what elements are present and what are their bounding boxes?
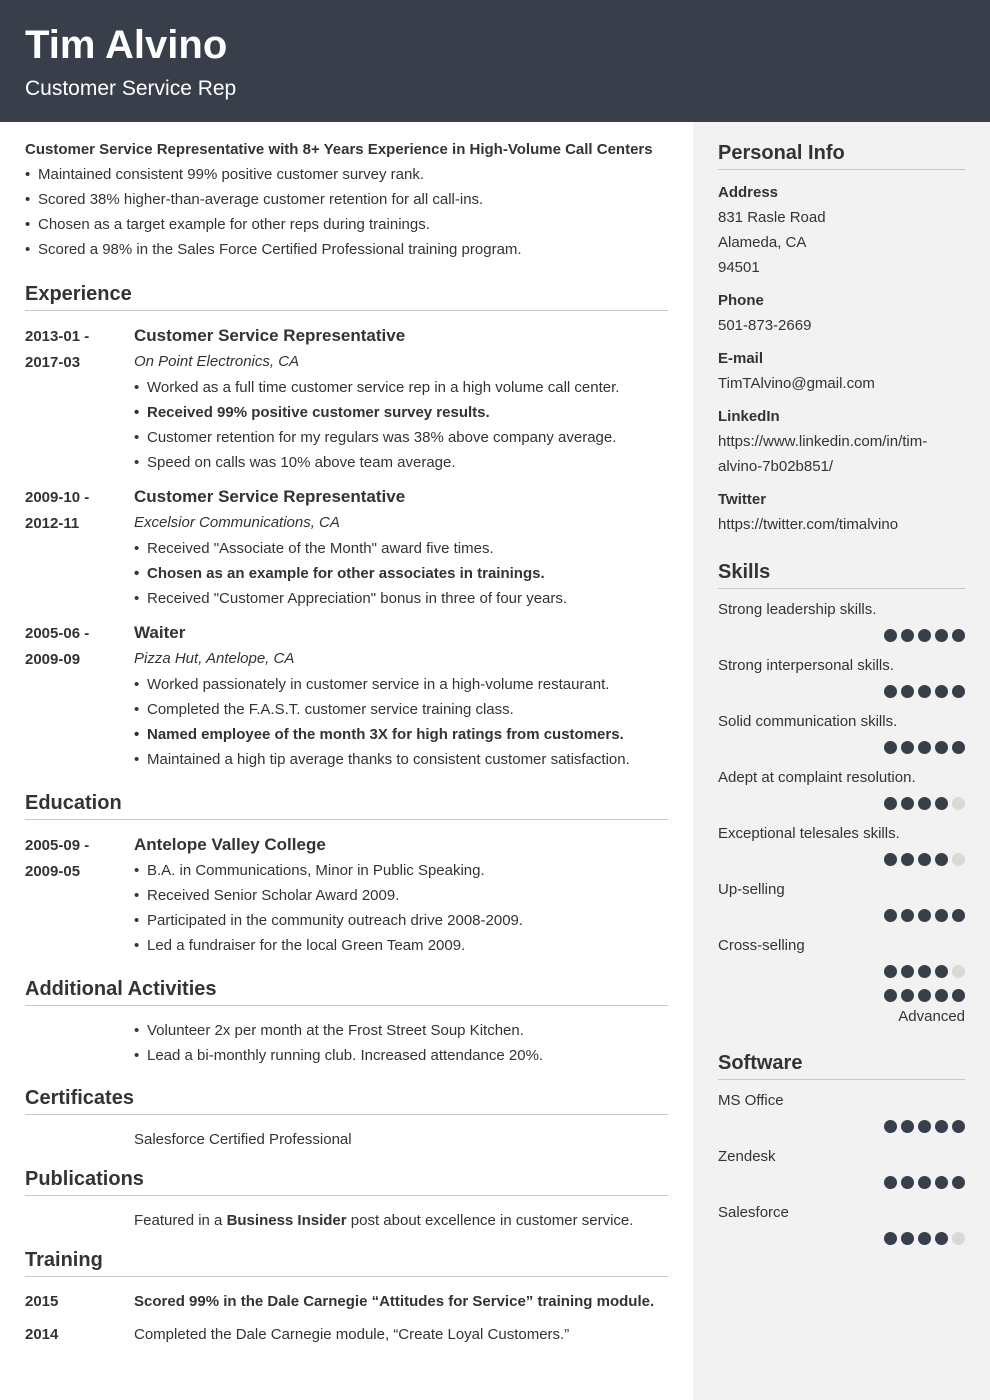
rating-dot-filled — [918, 1176, 931, 1189]
rating-dots — [718, 965, 965, 978]
rating-dot-empty — [952, 853, 965, 866]
rating-dot-filled — [918, 853, 931, 866]
list-item: • Maintained consistent 99% positive customer survey rank. — [25, 162, 668, 187]
twitter-label: Twitter — [718, 491, 767, 508]
rating-dot-filled — [935, 965, 948, 978]
job-company: Pizza Hut, Antelope, CA — [134, 650, 295, 667]
date-end: 2009-09 — [25, 651, 81, 668]
software-section — [718, 1050, 965, 1245]
skill-item — [718, 767, 965, 810]
experience-entry — [25, 484, 668, 611]
list-item: • Worked as a full time customer service rep in a high volume call center. — [134, 375, 668, 400]
skill-item — [718, 711, 965, 754]
training-year: 2014 — [25, 1326, 59, 1343]
address-line: Alameda, CA — [718, 234, 807, 251]
software-list — [718, 1090, 965, 1245]
rating-dot-filled — [918, 629, 931, 642]
rating-dot-filled — [952, 1120, 965, 1133]
linkedin-value — [718, 429, 965, 479]
publications-section — [25, 1166, 668, 1233]
rating-dots — [718, 853, 965, 866]
list-item: • Participated in the community outreach drive 2008-2009. — [134, 908, 668, 933]
list-item: • Led a fundraiser for the local Green Team 2009. — [134, 933, 668, 958]
education-entry — [25, 832, 668, 958]
certificates-title: Certificates — [25, 1085, 668, 1115]
skill-name: MS Office — [718, 1092, 784, 1109]
skill-name: Zendesk — [718, 1148, 776, 1165]
email-value: TimTAlvino@gmail.com — [718, 375, 875, 392]
job-bullets — [134, 375, 668, 475]
rating-dot-filled — [935, 989, 948, 1002]
entry-body — [134, 1018, 668, 1068]
skill-name: Up-selling — [718, 881, 785, 898]
entry-body — [134, 484, 668, 611]
skill-item — [718, 655, 965, 698]
job-role: Waiter — [134, 623, 186, 642]
rating-dots — [718, 909, 965, 922]
rating-dots — [718, 685, 965, 698]
publication-outlet: Business Insider — [226, 1212, 347, 1229]
level-caption: Advanced — [898, 1008, 965, 1025]
rating-dot-filled — [918, 989, 931, 1002]
rating-dot-filled — [935, 1120, 948, 1133]
rating-dot-filled — [935, 1232, 948, 1245]
list-item: • Worked passionately in customer service in a high-volume restaurant. — [134, 672, 668, 697]
skill-name: Salesforce — [718, 1204, 789, 1221]
rating-dot-filled — [884, 853, 897, 866]
personal-info-section — [718, 140, 965, 537]
job-role: Customer Service Representative — [134, 326, 406, 345]
rating-dot-filled — [884, 741, 897, 754]
rating-dot-filled — [884, 797, 897, 810]
rating-dot-filled — [901, 909, 914, 922]
rating-dot-filled — [918, 797, 931, 810]
skill-item — [718, 935, 965, 978]
job-bullets — [134, 536, 668, 611]
rating-dots — [718, 1232, 965, 1245]
certificate-item: Salesforce Certified Professional — [134, 1131, 352, 1148]
skill-level-legend — [718, 989, 965, 1028]
rating-dot-filled — [901, 741, 914, 754]
rating-dots — [718, 989, 965, 1002]
rating-dot-filled — [901, 1120, 914, 1133]
training-row — [25, 1322, 668, 1347]
list-item: • Received "Customer Appreciation" bonus in three of four years. — [134, 586, 668, 611]
training-text: Completed the Dale Carnegie module, “Create Loyal Customers.” — [134, 1326, 570, 1343]
rating-dot-filled — [952, 1176, 965, 1189]
personal-info-title: Personal Info — [718, 140, 965, 170]
list-item: • Named employee of the month 3X for high ratings from customers. — [134, 722, 668, 747]
list-item: • Lead a bi-monthly running club. Increased attendance 20%. — [134, 1043, 668, 1068]
rating-dot-filled — [901, 1232, 914, 1245]
skill-item — [718, 823, 965, 866]
rating-dot-filled — [901, 797, 914, 810]
rating-dots — [718, 1120, 965, 1133]
activities-entry — [25, 1018, 668, 1068]
rating-dot-filled — [918, 1120, 931, 1133]
entry-body — [134, 832, 668, 958]
list-item: • Speed on calls was 10% above team average. — [134, 450, 668, 475]
rating-dot-empty — [952, 965, 965, 978]
phone-label: Phone — [718, 292, 764, 309]
training-year: 2015 — [25, 1293, 59, 1310]
rating-dot-filled — [935, 1176, 948, 1189]
rating-dot-filled — [901, 853, 914, 866]
list-item: • Chosen as a target example for other reps during trainings. — [25, 212, 668, 237]
rating-dot-filled — [935, 629, 948, 642]
publication-text-pre: Featured in a — [134, 1212, 227, 1229]
linkedin-line: alvino-7b02b851/ — [718, 458, 834, 475]
job-company: On Point Electronics, CA — [134, 353, 300, 370]
activities-bullets — [134, 1018, 668, 1068]
rating-dot-filled — [918, 685, 931, 698]
list-item: • Received "Associate of the Month" award five times. — [134, 536, 668, 561]
rating-dot-filled — [884, 965, 897, 978]
skill-item — [718, 1146, 965, 1189]
skill-name: Adept at complaint resolution. — [718, 769, 916, 786]
activities-title: Additional Activities — [25, 976, 668, 1006]
date-start: 2005-09 - — [25, 837, 90, 854]
publication-item — [134, 1208, 668, 1233]
resume-header — [0, 0, 990, 122]
rating-dot-filled — [918, 909, 931, 922]
rating-dot-filled — [935, 685, 948, 698]
rating-dot-empty — [952, 797, 965, 810]
address-label: Address — [718, 184, 779, 201]
certificates-section — [25, 1085, 668, 1152]
phone-value: 501-873-2669 — [718, 317, 812, 334]
publications-entry — [25, 1208, 668, 1233]
publications-title: Publications — [25, 1166, 668, 1196]
certificates-entry — [25, 1127, 668, 1152]
list-item: • Received Senior Scholar Award 2009. — [134, 883, 668, 908]
job-bullets — [134, 672, 668, 772]
list-item: • Completed the F.A.S.T. customer service training class. — [134, 697, 668, 722]
rating-dots — [718, 741, 965, 754]
linkedin-label: LinkedIn — [718, 408, 780, 425]
date-end: 2012-11 — [25, 515, 80, 532]
rating-dot-filled — [918, 741, 931, 754]
experience-entry — [25, 620, 668, 772]
job-company: Excelsior Communications, CA — [134, 514, 340, 531]
linkedin-line: https://www.linkedin.com/in/tim- — [718, 433, 928, 450]
education-title: Education — [25, 790, 668, 820]
list-item: • Chosen as an example for other associates in trainings. — [134, 561, 668, 586]
entry-date — [25, 323, 134, 475]
rating-dot-filled — [884, 989, 897, 1002]
rating-dot-filled — [884, 629, 897, 642]
job-role: Customer Service Representative — [134, 487, 406, 506]
rating-dot-filled — [935, 741, 948, 754]
rating-dot-filled — [884, 1232, 897, 1245]
date-start: 2013-01 - — [25, 328, 90, 345]
rating-dot-empty — [952, 1232, 965, 1245]
rating-dot-filled — [952, 685, 965, 698]
rating-dot-filled — [884, 1176, 897, 1189]
list-item: • Received 99% positive customer survey results. — [134, 400, 668, 425]
entry-body — [134, 620, 668, 772]
entry-date — [25, 832, 134, 958]
publication-text-post: post about excellence in customer service. — [346, 1212, 634, 1229]
training-title: Training — [25, 1247, 668, 1277]
candidate-name: Tim Alvino — [25, 23, 228, 67]
skills-title: Skills — [718, 559, 965, 589]
rating-dot-filled — [901, 1176, 914, 1189]
date-start: 2005-06 - — [25, 625, 90, 642]
rating-dot-filled — [935, 797, 948, 810]
education-bullets — [134, 858, 668, 958]
training-section — [25, 1247, 668, 1347]
address-line: 831 Rasle Road — [718, 209, 826, 226]
summary-title: Customer Service Representative with 8+ Years Experience in High-Volume Call Centers — [25, 141, 653, 158]
skill-name: Cross-selling — [718, 937, 805, 954]
skill-item — [718, 1202, 965, 1245]
training-row — [25, 1289, 668, 1314]
candidate-title: Customer Service Rep — [25, 77, 237, 100]
list-item: • Scored 38% higher-than-average customer retention for all call-ins. — [25, 187, 668, 212]
address-line: 94501 — [718, 259, 760, 276]
experience-entry — [25, 323, 668, 475]
skill-name: Solid communication skills. — [718, 713, 898, 730]
twitter-value: https://twitter.com/timalvino — [718, 516, 899, 533]
rating-dot-filled — [901, 629, 914, 642]
rating-dot-filled — [935, 909, 948, 922]
activities-section — [25, 976, 668, 1068]
summary-bullets — [25, 162, 668, 262]
main-column — [25, 138, 668, 1355]
date-start: 2009-10 - — [25, 489, 90, 506]
rating-dot-filled — [918, 965, 931, 978]
rating-dot-filled — [901, 685, 914, 698]
rating-dot-filled — [884, 685, 897, 698]
rating-dots — [718, 1176, 965, 1189]
skill-name: Exceptional telesales skills. — [718, 825, 900, 842]
date-end: 2009-05 — [25, 863, 81, 880]
email-label: E-mail — [718, 350, 764, 367]
rating-dot-filled — [952, 909, 965, 922]
rating-dot-filled — [935, 853, 948, 866]
entry-date — [25, 484, 134, 611]
rating-dot-filled — [901, 989, 914, 1002]
school-name: Antelope Valley College — [134, 835, 326, 854]
address-value — [718, 205, 965, 280]
skill-name: Strong leadership skills. — [718, 601, 877, 618]
skills-section — [718, 559, 965, 1028]
summary-section — [25, 138, 668, 262]
list-item: • B.A. in Communications, Minor in Public Speaking. — [134, 858, 668, 883]
training-text: Scored 99% in the Dale Carnegie “Attitudes for Service” training module. — [134, 1293, 655, 1310]
rating-dots — [718, 629, 965, 642]
rating-dots — [718, 797, 965, 810]
skill-item — [718, 879, 965, 922]
education-section — [25, 790, 668, 958]
skill-item — [718, 599, 965, 642]
skills-list — [718, 599, 965, 978]
skill-item — [718, 1090, 965, 1133]
skill-name: Strong interpersonal skills. — [718, 657, 894, 674]
rating-dot-filled — [884, 909, 897, 922]
entry-body — [134, 323, 668, 475]
sidebar-column — [718, 140, 965, 1267]
experience-title: Experience — [25, 281, 668, 311]
rating-dot-filled — [884, 1120, 897, 1133]
date-end: 2017-03 — [25, 354, 81, 371]
software-title: Software — [718, 1050, 965, 1080]
list-item: • Customer retention for my regulars was 38% above company average. — [134, 425, 668, 450]
list-item: • Scored a 98% in the Sales Force Certified Professional training program. — [25, 237, 668, 262]
rating-dot-filled — [952, 629, 965, 642]
experience-section — [25, 281, 668, 772]
rating-dot-filled — [952, 741, 965, 754]
rating-dot-filled — [918, 1232, 931, 1245]
list-item: • Maintained a high tip average thanks to consistent customer satisfaction. — [134, 747, 668, 772]
list-item: • Volunteer 2x per month at the Frost Street Soup Kitchen. — [134, 1018, 668, 1043]
entry-date — [25, 620, 134, 772]
rating-dot-filled — [901, 965, 914, 978]
rating-dot-filled — [952, 989, 965, 1002]
